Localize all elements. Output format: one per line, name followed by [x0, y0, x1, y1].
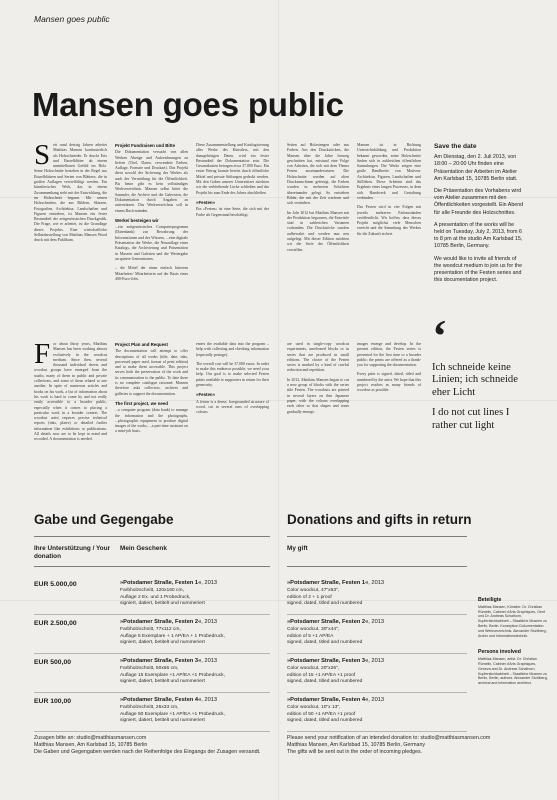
gift-title [120, 619, 270, 625]
article-text: A festen is a dense, foregrounded structure of wood, cut in several runs of overlapping colours. [196, 399, 269, 415]
page-title: Mansen goes public [32, 86, 344, 123]
divider [287, 536, 467, 537]
gift-title [287, 619, 437, 625]
article-text: enters the available data into the program – help with collecting and checking information (especially postage). [196, 342, 269, 357]
divider [34, 653, 270, 654]
article-text: Seiten auf Holzstengen oder aus Farben. Aus den Druckstöcken, die Mansen über die Jahre hinweg geschnitten hat, entstand eine Folge von Arbeiten, die sich mit dem Thema Festen auseinandersetzen. Die Holzschnitte wurden auf alten Druckmaschinen gefertigt, die Farben wurden in mehreren Schichten übereinander gelegt. So entstehen Bilder, die mit der Zeit wachsen und sich verändern. [287, 143, 349, 206]
divider [34, 731, 270, 732]
gift-detail: Color woodcut, 20"x26", [287, 666, 340, 672]
quote-de: Ich schneide keine Linien; ich schneide eher Licht [432, 362, 518, 398]
article-text: Every print is signed, dated, titled and numbered by the artist. We hope that this project reaches as many friends of woodcut as possible. [357, 372, 421, 393]
gift-detail: signiert, datiert, betitelt und nummeriert [120, 639, 205, 645]
gift-title-text: »Potsdamer Straße, Festen 3« [287, 658, 369, 664]
gift-detail: Auflage 5 Exemplare + 1 AP/EA + 1 Probedruck, [120, 633, 225, 639]
credits-heading: Beteiligte [478, 597, 502, 603]
gift-item-de [120, 697, 270, 724]
gift-year: , 2013 [368, 619, 385, 625]
article-column-en-3 [196, 342, 269, 497]
save-the-date [434, 143, 524, 289]
footer-line: Die Gaben und Gegengaben werden nach der Reihenfolge des Eingangs der Zusagen versandt. [34, 749, 261, 755]
gift-title-text: »Potsdamer Straße, Festen 4« [287, 697, 369, 703]
gift-item-de [120, 619, 270, 646]
article-text: are used in single-copy woodcut experiments, unreleased blocks or in series that are produced in small editions. The choice of the Festen series is marked by a kind of careful reduction and repetition. [287, 342, 349, 373]
gift-detail: signiert, datiert, betitelt und nummeriert [120, 600, 205, 606]
credits-heading: Persons involved [478, 649, 521, 656]
gift-detail: signed, dated, titled and numbered [287, 639, 363, 645]
gift-detail: edition of 50 +1 AP/EA +1 proof [287, 711, 356, 717]
gift-title [120, 697, 270, 703]
gift-year: , 2013 [201, 697, 218, 703]
article-text: Im Jahr 2012 hat Matthias Mansen mit der Produktion begonnen, die Entwürfe sind in zahlreichen Varianten vorhanden. Die Druckstöcke wurden aufbewahrt und werden nun neu aufgelegt. Mit dieser Edition möchten wir die Serie der Öffentlichkeit vorstellen. [287, 210, 349, 252]
article-column-en-4 [287, 342, 349, 497]
article-column-en-1 [34, 342, 107, 497]
gifts-en-footer [287, 735, 537, 756]
gift-title-text: »Potsdamer Straße, Festen 1« [120, 580, 202, 586]
footer-line: Please send your notification of an intended donation to: studio@matthiasmansen.com [287, 735, 491, 741]
gift-detail: edition of 5 +1 AP/EA [287, 633, 334, 639]
gift-detail: edition of 2 + 1 proof [287, 594, 332, 600]
divider [34, 566, 270, 567]
footer-line: The gifts will be sent out in the order of incoming pledges. [287, 749, 423, 755]
gift-item-en [287, 658, 437, 685]
divider [287, 566, 467, 567]
article-text: In 2012, Matthias Mansen began to cut a new group of blocks with the series title Festen. The woodcuts are printed in several layers on thin Japanese paper, with the colours overlapping each other so that shapes and tones gradually emerge. [287, 377, 349, 414]
section-heading: Project Plan and Request [115, 342, 168, 347]
quote-en: I do not cut lines I rather cut light [432, 407, 510, 431]
article-text: Die Dokumentation versucht von allen Werken Abzüge und Aufzeichnungen zu liefern (Titel, Daten, verwendete Farben, Auflage, Formate und Druckart). Das Projekt dient sowohl der Sicherung des Werkes als auch der Vermittlung für die Öffentlichkeit. Bis heute gibt es kein vollständiges Werkverzeichnis. Mansen selbst bittet die Sammler, die Archive und die Galeristen, die Dokumentation durch Angaben zu unterstützen. Das Werkverzeichnis soll in einem Buch münden. [115, 150, 188, 213]
credits-text: Matthias Mansen, Künstler. Dr. Christian Rümelin, Cabinet d'Arts Graphiques, Genf und Dr. Andreas Schalhorn, Kupferstichkabinett – Staatliche Museen zu Berlin, Berlin. Konzeption Dokumentation und Werkverzeichnis. Alexander Stuhlberg, Archiv und Informationstechnik. [478, 604, 547, 638]
gift-detail: signiert, datiert, betitelt und nummeriert [120, 678, 205, 684]
gift-title-text: »Potsdamer Straße, Festen 1« [287, 580, 369, 586]
gifts-de-title: Gabe und Gegengabe [34, 512, 174, 527]
article-text: – die Mittel der einen einfach bitterem Mitarbeiter/ Mitarbeiterin auf der Basis eines 400-Euro-Jobs. [115, 266, 188, 281]
article-text: The overall cost will be 37,000 euros. In order to make this endeavor possible, we need your help. Our goal is to make selected Festen prints available to supporters in return for their generosity. [196, 361, 269, 388]
article-text: Diese Zusammenstellung und Katalogisierung aller Werke des Künstlers, mit den dazugehörigen Daten, wird ein fester Bestandteil der Dokumentation sein. Die Gesamtkosten betragen etwa 37.000 Euro. Ein erster Betrag konnte bereits durch öffentliche Mittel und private Stiftungen gedeckt werden. Mit den Gaben unserer Unterstützer möchten wir die verbleibende Lücke schließen und das Projekt bis zum Ende des Jahres abschließen. [196, 143, 269, 195]
gift-title [287, 580, 437, 586]
divider [287, 692, 467, 693]
pull-quote [432, 310, 532, 432]
article-text: or about thirty years, Matthias Mansen has been working almost exclusively in the woodcut medium. Since then, several thousand individual sheets and woodcut groups have emerged from the studio, many of them in public and private collections, and some of them related to one another. In spite of numerous articles and books on his work, a list of information about his work is hard to come by and not really easily accessible to a broader public, especially when it comes to placing a particular work in a broader context. The woodcut artist requires precise technical reports (inks, plates) or detailed further information like exhibitions or publications. All details now are to be kept in mind and recorded. A documentation is needed. [34, 342, 107, 442]
section-heading: »Festen« [196, 392, 216, 398]
gift-detail: edition of 15 +1 AP/EA +1 proof [287, 672, 356, 678]
save-the-date-de-2: Die Präsentation des Vorhabens wird vom Atelier zusammen mit den Öffentlichkeiten vorgestellt. Ein Abend für alle Freunde des Holzschnittes. [434, 188, 524, 216]
gift-item-en [287, 697, 437, 724]
gifts-de-col-gift: Mein Geschenk [120, 545, 167, 552]
gift-item-en [287, 580, 437, 607]
save-the-date-en-2: We would like to invite all friends of the woodcut medium to join us for the presentation of the Festen series and this documentation project. [434, 255, 523, 284]
gift-title [287, 697, 437, 703]
credits-text: Matthias Mansen, artist. Dr. Christian Rümelin, Cabinet d'Arts Graphiques, Geneva and Dr. Andreas Schalhorn, Kupferstichkabinett – Staatliche Museen zu Berlin, Berlin, authors. Alexander Stuhlberg, archival and information architect. [478, 657, 548, 686]
save-the-date-en: A presentation of the works will be held on Tuesday, July 2, 2013, from 6 to 8 pm at the studio Am Karlsbad 15, 10785 Berlin, Germany. [434, 221, 523, 250]
article-text: ...a computer program (data bank) to manage the information and the photographs, ...photographic equipment to produce digital images of the works, ...a part-time assistant on a mini-job basis. [115, 408, 188, 434]
article-text: Mansen ist in Richtung Unterrichtsbildung und Produktion bekannt geworden, seine Holzschnitte finden sich in zahlreichen öffentlichen Sammlungen. Die Werke zeigen eine große Bandbreite von Motiven: Architektur, Figuren, Landschaften und Stillleben. Diese Arbeiten sind das Ergebnis eines langen Prozesses, in dem sich Handwerk und Gestaltung verbinden. [357, 143, 421, 200]
gift-year: , 2013 [368, 658, 385, 664]
article-text: images emerge and develop. In the present edition, the Festen series is presented for the first time to a broader public; the prints are offered as a thank-you for supporting the documentation. [357, 342, 421, 368]
article-text: Ein »Festen« ist eine Serie, die sich mit der Farbe als Gegenstand beschäftigt. [196, 207, 269, 217]
article-text: eit rund dreizig Jahren arbeitet Matthias Mansen kontinuierlich als Holzschneider. Er druckt Erts und Einzelblätter ab einem unmittelbaren Gefühl im Holz. Seine Holzschnitte bestehen in der Regel aus Einzelblättern und Serien von Blättern, die in großen Auflagen vervielfältigt werden. Ein künstlerisches Werk, das in einem Zusammenhang steht mit der Entwicklung, die im Holzschnitt begann. Mit seinen Holzschnitten, die aus Bildern, Skizzen, Fotografien, Architektur, Landschaften und Figuren entstehen, ist Mansen ein fester Bestandteil der zeitgenössischen Druckgrafik. Die Frage, wie er arbeitet, ist die Grundlage dieses Projekts. Eine wirtschaftliche Selbstdarstellung von Matthias Mansen Wood druck mit dem Publikum. [34, 143, 107, 243]
gift-year: , 2013 [201, 658, 218, 664]
gift-title-text: »Potsdamer Straße, Festen 3« [120, 658, 202, 664]
divider [34, 692, 270, 693]
article-text: The documentation will attempt to offer descriptions of all works (title, date, inks, processed paper used, format of print edition) and to make them accessible. This project serves both the preservation of the work and its communication to the public. To date there is no complete catalogue raisonné. Mansen therefore asks collectors, archives and galleries to support the documentation. [115, 349, 188, 396]
divider [34, 536, 270, 537]
donation-amount: EUR 500,00 [34, 659, 72, 666]
section-heading: The first project, we need [115, 400, 168, 406]
donation-amount: EUR 5.000,00 [34, 581, 77, 588]
gift-title [287, 658, 437, 664]
divider [287, 614, 467, 615]
drop-cap: F [34, 342, 51, 370]
gift-detail: signed, dated, titled and numbered [287, 600, 363, 606]
gift-detail: signed, dated, titled and numbered [287, 717, 363, 723]
running-head: Mansen goes public [34, 14, 110, 24]
section-heading: Werke/ besteigen wir [115, 217, 159, 223]
divider [34, 614, 270, 615]
gift-year: , 2013 [368, 697, 385, 703]
donation-amount: EUR 2.500,00 [34, 620, 77, 627]
gift-year: , 2013 [368, 580, 385, 586]
gift-title-text: »Potsdamer Straße, Festen 2« [120, 619, 202, 625]
gift-detail: Auflage 2 Ex. und 1 Probedruck, [120, 594, 191, 600]
divider [287, 731, 467, 732]
divider [287, 653, 467, 654]
gift-detail: Farbholzschnitt, 77x112 cm, [120, 627, 181, 633]
gifts-de-footer [34, 735, 274, 756]
gift-detail: Color woodcut, 10"x 13", [287, 705, 341, 711]
footer-line: Matthias Mansen, Am Karlsbad 15, 10785 Berlin [34, 742, 148, 748]
gifts-en-title: Donations and gifts in return [287, 512, 472, 527]
gift-detail: Farbholzschnitt, 50x66 cm, [120, 666, 179, 672]
footer-line: Matthias Mansen, Am Karlsbad 15, 10785 Berlin, Germany [287, 742, 426, 748]
save-the-date-de: Am Dienstag, den 2. Juli 2013, von 18:00 – 20:00 Uhr finden eine Präsentation der Arbeiten im Atelier Am Karlsbad 15, 10785 Berlin statt. [434, 154, 518, 182]
article-column-en-2 [115, 342, 188, 497]
gift-title [120, 580, 270, 586]
gift-title-text: »Potsdamer Straße, Festen 4« [120, 697, 202, 703]
gift-detail: Auflage 15 Exemplare +1 AP/EA +1 Probedruck, [120, 672, 225, 678]
article-text: ...ein zeitgenössisches Computerprogramm (Datenbank) zur Bewahrung der Informationen und des Wissens, ...eine digitale Präsentation der Werke, die Neuauflage eines Katalogs, die Archivierung und Präsentation in Museen und Galerien und die Weitergabe an spätere Generationen. [115, 225, 188, 261]
gift-detail: signed, dated, titled and numbered [287, 678, 363, 684]
gift-detail: Farbholzschnitt, 120x160 cm, [120, 588, 184, 594]
gift-item-en [287, 619, 437, 646]
gifts-de-col-support: Ihre Unterstützung / Your donation [34, 545, 111, 560]
gift-year: , 2013 [201, 580, 218, 586]
gift-detail: Auflage 50 Exemplare +1 AP/EA +1 Probedruck, [120, 711, 225, 717]
section-heading: »Festen« [196, 199, 216, 205]
article-column-en-5 [357, 342, 421, 497]
credits [478, 598, 548, 698]
gift-title-text: »Potsdamer Straße, Festen 2« [287, 619, 369, 625]
gift-item-de [120, 658, 270, 685]
section-heading: Projekt Fundraisen und Bitte [115, 143, 176, 148]
footer-line: Zusagen bitte an: studio@matthiasmansen.com [34, 735, 147, 741]
article-text: Das Festen wird in vier Folgen mit jeweils mehreren Farbzuständen veröffentlicht. Wir hoffen, dass dieses Projekt möglichst viele Menschen erreicht und die Sammlung des Werkes für die Zukunft sichert. [357, 205, 421, 236]
gift-detail: Color woodcut, 47"x63", [287, 588, 340, 594]
gift-title [120, 658, 270, 664]
gift-detail: Color woodcut, 30"x44", [287, 627, 340, 633]
gift-item-de [120, 580, 270, 607]
save-the-date-heading: Save the date [434, 143, 477, 150]
quote-mark-icon: ‘ [432, 310, 448, 361]
gift-detail: signiert, datiert, betitelt und nummeriert [120, 717, 205, 723]
drop-cap: S [34, 143, 51, 171]
donation-amount: EUR 100,00 [34, 698, 72, 705]
gift-detail: Farbholzschnitt, 25x33 cm, [120, 705, 179, 711]
gift-year: , 2013 [201, 619, 218, 625]
gifts-en-col-gift: My gift [287, 545, 308, 552]
